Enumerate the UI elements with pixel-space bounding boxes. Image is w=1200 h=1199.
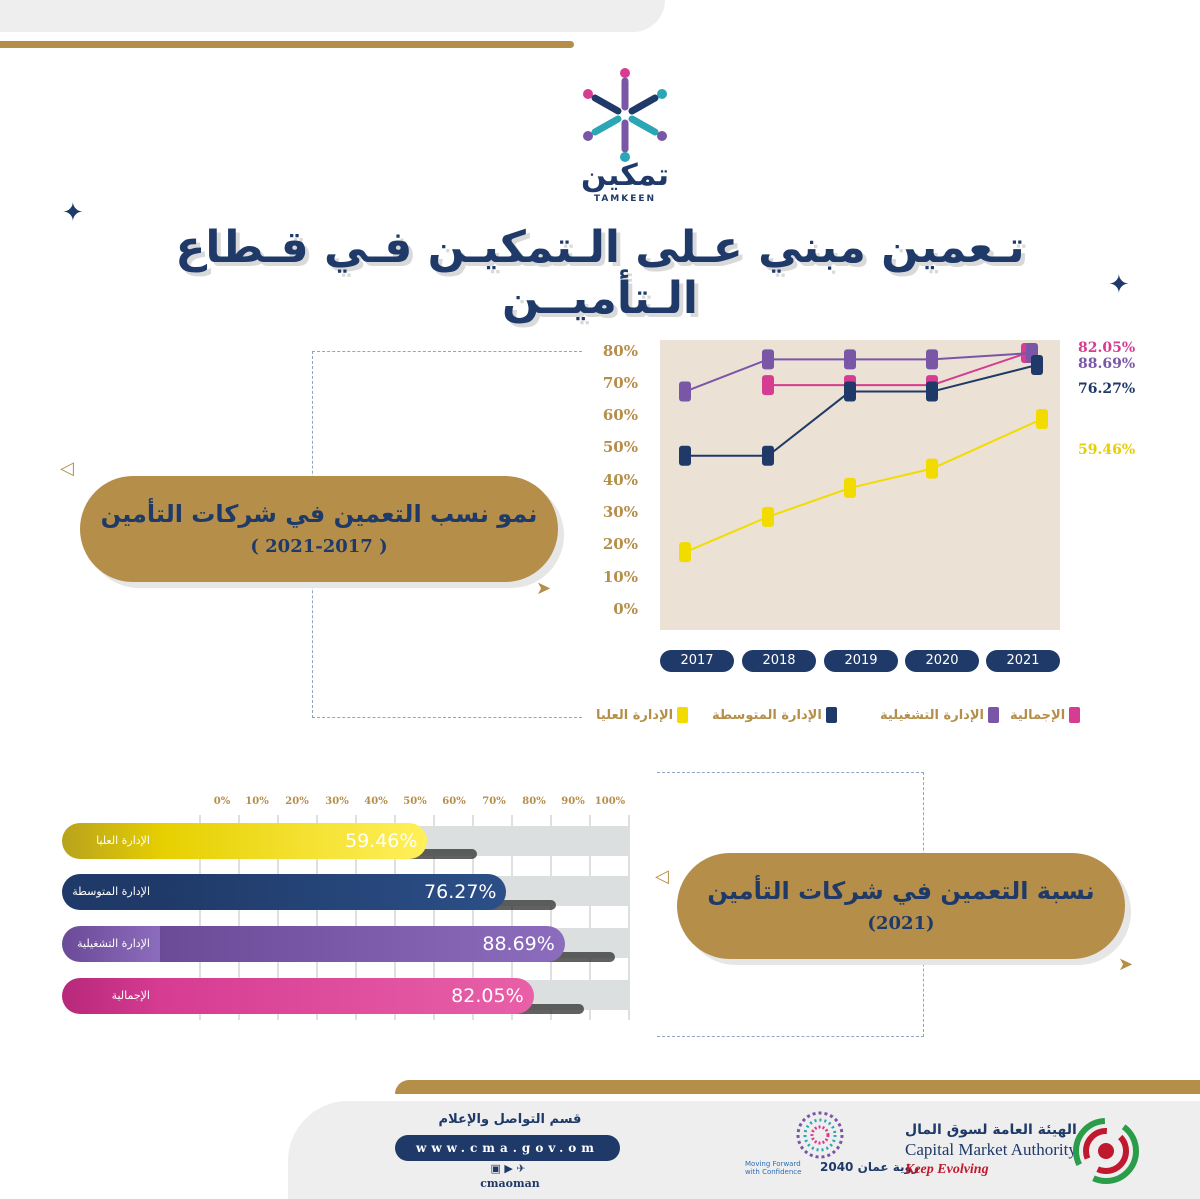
category-label: الإجمالية (62, 978, 162, 1014)
section2-label (677, 853, 1125, 959)
main-title: تـعمين مبني عـلى الـتمكيـن فـي قـطاع الـتأميــن (175, 222, 1025, 324)
arrow-left-icon: ◁ (655, 866, 669, 887)
data-point-person-icon (762, 375, 774, 395)
series-line (768, 353, 1027, 385)
vision-2040-text: رؤية عمان 2040 (820, 1160, 919, 1174)
data-point-person-icon (679, 542, 691, 562)
sparkle-icon: ✦ (62, 198, 84, 228)
series-end-label: 82.05% (1078, 340, 1136, 356)
line-chart (660, 340, 1070, 630)
youtube-icon[interactable]: ▶ (504, 1162, 513, 1175)
category-label: الإدارة المتوسطة (62, 874, 162, 910)
y-tick-label: 10% (602, 568, 638, 586)
x-tick-label: 80% (522, 796, 546, 807)
vision-2040-logo (775, 1105, 865, 1165)
x-tick-label: 20% (285, 796, 309, 807)
data-point-person-icon (762, 446, 774, 466)
bar: 88.69% (160, 926, 565, 962)
section1-title: نمو نسب التعمين في شركات التأمين (100, 500, 538, 528)
arrow-right-icon: ➤ (1118, 954, 1134, 975)
bar: 76.27% (160, 874, 506, 910)
logo-text-ar: تمكين (580, 158, 670, 193)
twitter-icon[interactable]: ✈ (516, 1162, 526, 1175)
data-point-person-icon (1031, 355, 1043, 375)
y-tick-label: 60% (602, 406, 638, 424)
y-tick-label: 0% (613, 600, 638, 618)
section2-title: نسبة التعمين في شركات التأمين (707, 877, 1095, 905)
legend-senior: الإدارة العليا (596, 707, 688, 723)
person-icon (826, 707, 837, 723)
x-tick-label: 100% (594, 796, 626, 807)
series-end-label: 59.46% (1078, 442, 1136, 458)
legend-middle: الإدارة المتوسطة (712, 707, 837, 723)
instagram-icon[interactable]: ▣ (490, 1162, 501, 1175)
logo-text-en: TAMKEEN (593, 194, 657, 204)
series-end-label: 88.69% (1078, 356, 1136, 372)
social-icons[interactable] (468, 1162, 548, 1177)
series-line (685, 419, 1042, 552)
data-point-person-icon (1036, 409, 1048, 429)
y-tick-label: 70% (602, 374, 638, 392)
year-label: 2018 (742, 650, 816, 672)
category-label: الإدارة العليا (62, 823, 162, 859)
footer-department: قسم التواصل والإعلام (438, 1112, 582, 1127)
year-label: 2020 (905, 650, 979, 672)
cma-logo (1070, 1115, 1142, 1187)
year-label: 2019 (824, 650, 898, 672)
data-point-person-icon (926, 459, 938, 479)
x-tick-label: 0% (213, 796, 231, 807)
footer-band-gold (395, 1080, 1200, 1094)
sparkle-icon: ✦ (1108, 270, 1130, 300)
y-tick-label: 50% (602, 438, 638, 456)
data-point-person-icon (926, 382, 938, 402)
x-tick-label: 60% (442, 796, 466, 807)
x-tick-label: 30% (325, 796, 349, 807)
data-point-person-icon (762, 349, 774, 369)
cma-name-ar: الهيئة العامة لسوق المال (905, 1122, 1077, 1138)
top-banner-gold (0, 41, 574, 48)
tamkeen-logo (570, 68, 680, 163)
y-tick-label: 40% (602, 471, 638, 489)
vision-tagline: Moving Forward with Confidence (745, 1160, 802, 1176)
person-icon (677, 707, 688, 723)
year-label: 2017 (660, 650, 734, 672)
y-tick-label: 80% (602, 342, 638, 360)
data-point-person-icon (844, 349, 856, 369)
x-tick-label: 50% (403, 796, 427, 807)
data-point-person-icon (844, 478, 856, 498)
data-point-person-icon (844, 382, 856, 402)
y-tick-label: 30% (602, 503, 638, 521)
x-tick-label: 10% (245, 796, 269, 807)
legend-operational: الإدارة التشغيلية (880, 707, 999, 723)
bar: 59.46% (160, 823, 427, 859)
section1-label (80, 476, 558, 582)
data-point-person-icon (679, 382, 691, 402)
legend-total: الإجمالية (1010, 707, 1080, 723)
arrow-right-icon: ➤ (536, 578, 552, 599)
year-label: 2021 (986, 650, 1060, 672)
series-line (685, 365, 1037, 456)
x-tick-label: 90% (561, 796, 585, 807)
top-banner-grey (0, 0, 665, 32)
category-label: الإدارة التشغيلية (62, 926, 162, 962)
bar: 82.05% (160, 978, 534, 1014)
series-end-label: 76.27% (1078, 381, 1136, 397)
social-handle: cmaoman (480, 1177, 540, 1190)
website-link[interactable]: www.cma.gov.om (395, 1135, 620, 1161)
cma-tagline: Keep Evolving (905, 1162, 989, 1177)
x-tick-label: 40% (364, 796, 388, 807)
data-point-person-icon (762, 507, 774, 527)
x-tick-label: 70% (482, 796, 506, 807)
arrow-left-icon: ◁ (60, 458, 74, 479)
section1-subtitle: ( 2021-2017 ) (250, 536, 388, 557)
cma-name-en: Capital Market Authority (905, 1140, 1077, 1159)
data-point-person-icon (926, 349, 938, 369)
person-icon (988, 707, 999, 723)
y-tick-label: 20% (602, 535, 638, 553)
data-point-person-icon (679, 446, 691, 466)
person-icon (1069, 707, 1080, 723)
section2-subtitle: (2021) (867, 913, 935, 934)
